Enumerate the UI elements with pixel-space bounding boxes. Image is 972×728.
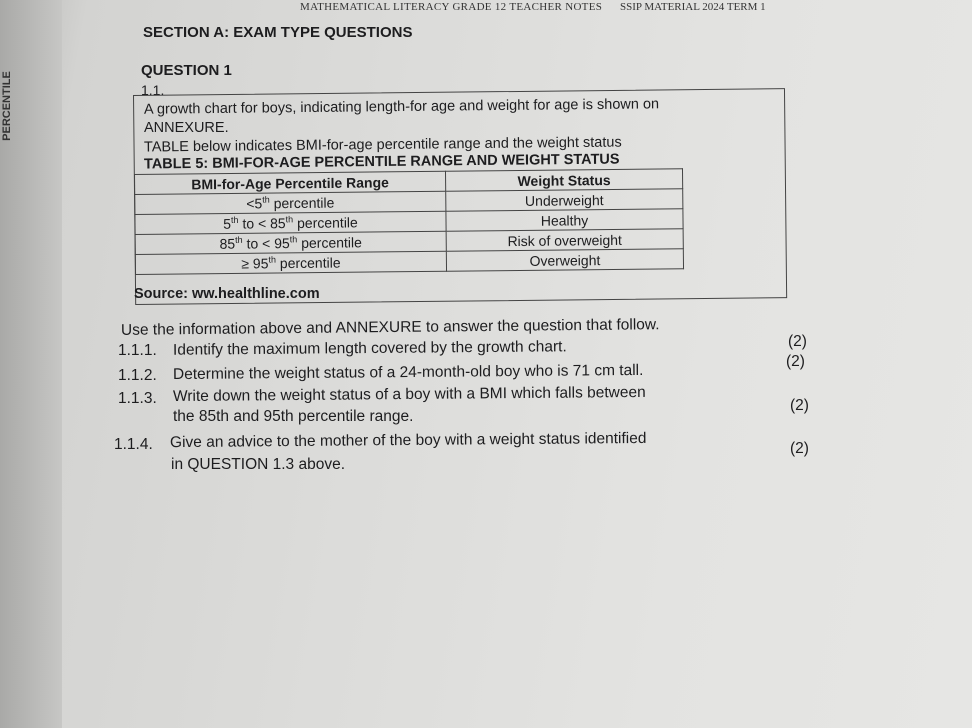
adjacent-page-edge <box>0 0 62 728</box>
cell-range: ≥ 95th percentile <box>135 251 446 274</box>
question-marks: (2) <box>786 353 805 370</box>
table-title: TABLE 5: BMI-FOR-AGE PERCENTILE RANGE AND WEIGHT STATUS <box>143 151 620 173</box>
question-number: 1.1.2. <box>118 367 157 384</box>
cell-status: Healthy <box>446 209 683 231</box>
question-number: 1.1.1. <box>118 342 157 359</box>
header-range: BMI-for-Age Percentile Range <box>135 171 446 194</box>
section-title: SECTION A: EXAM TYPE QUESTIONS <box>143 24 413 41</box>
question-text: Determine the weight status of a 24-month-old boy who is 71 cm tall. <box>172 361 644 384</box>
cell-range: 85th to < 95th percentile <box>135 231 446 254</box>
cell-status: Risk of overweight <box>446 229 683 251</box>
question-marks: (2) <box>790 440 809 457</box>
bmi-table <box>134 168 684 275</box>
instruction: Use the information above and ANNEXURE to answer the question that follow. <box>120 316 660 339</box>
question-number: 1.1.3. <box>118 390 157 407</box>
cell-status: Overweight <box>446 249 683 271</box>
table-source: Source: ww.healthline.com <box>134 286 320 302</box>
intro-line-2: ANNEXURE. <box>144 120 229 136</box>
question-number: 1.1. <box>141 82 165 98</box>
question-text-cont: in QUESTION 1.3 above. <box>171 456 346 473</box>
cell-status: Underweight <box>446 189 683 211</box>
intro-line-3: TABLE below indicates BMI-for-age percentile range and the weight status <box>143 134 622 156</box>
page-header-right: SSIP MATERIAL 2024 TERM 1 <box>620 1 766 13</box>
cell-range: 5th to < 85th percentile <box>135 211 446 234</box>
question-text: Write down the weight status of a boy with a BMI which falls between <box>172 383 646 406</box>
edge-text: PERCENTILE <box>0 71 13 141</box>
question-title: QUESTION 1 <box>141 62 232 79</box>
page-header-left: MATHEMATICAL LITERACY GRADE 12 TEACHER NOTES <box>300 1 603 13</box>
cell-range: <5th percentile <box>135 191 446 214</box>
question-text-cont: the 85th and 95th percentile range. <box>173 408 414 425</box>
question-text: Identify the maximum length covered by the growth chart. <box>172 338 567 359</box>
question-marks: (2) <box>790 397 809 414</box>
question-marks: (2) <box>788 333 807 350</box>
header-status: Weight Status <box>445 169 682 191</box>
intro-line-1: A growth chart for boys, indicating length-for age and weight for age is shown on <box>143 96 660 118</box>
question-number: 1.1.4. <box>114 436 153 453</box>
question-text: Give an advice to the mother of the boy with a weight status identified <box>169 429 647 452</box>
